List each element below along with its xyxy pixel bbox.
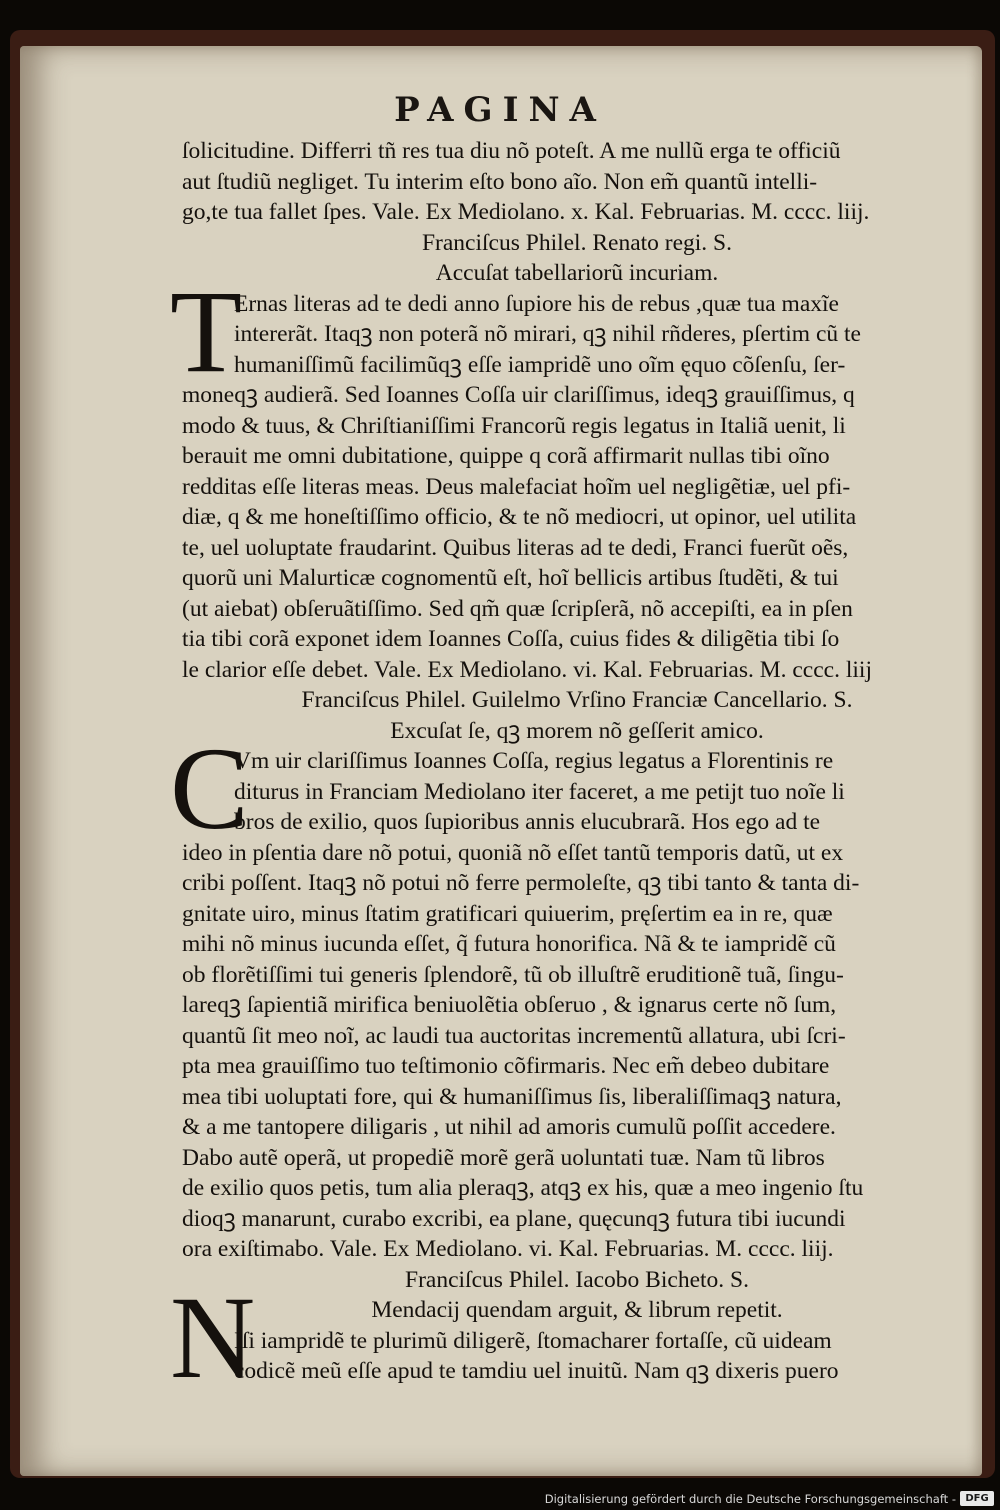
text-line: ora exiſtimabo. Vale. Ex Mediolano. vi. Kal. Februarias. M. cccc. liij. bbox=[182, 1236, 834, 1262]
letter-argument: Mendacij quendam arguit, & librum repetit. bbox=[371, 1297, 783, 1323]
drop-cap-initial: N bbox=[170, 1272, 256, 1403]
text-line: lareqꝫ ſapientiã mirifica beniuolẽtia obſeruo , & ignarus certe nõ ſum, bbox=[182, 992, 837, 1018]
text-line: diæ, q & me honeſtiſſimo officio, & te nõ mediocri, ut opinor, uel utilita bbox=[182, 504, 857, 530]
letter-argument: Accuſat tabellariorũ incuriam. bbox=[435, 260, 719, 286]
running-head: PAGINA bbox=[394, 90, 606, 130]
drop-cap-initial: T bbox=[170, 265, 243, 397]
text-line: ſolicitudine. Differri tñ res tua diu nõ poteſt. A me nullũ erga te officiũ bbox=[182, 138, 841, 164]
text-line: berauit me omni dubitatione, quippe q corã affirmarit nullas tibi oĩno bbox=[182, 443, 830, 469]
text-line: tia tibi corã exponet idem Ioannes Coſſa, cuius fides & diligẽtia tibi ſo bbox=[182, 626, 840, 652]
drop-cap-initial: C bbox=[170, 723, 249, 854]
text-line: mihi nõ minus iucunda eſſet, q̃ futura honorifica. Nã & te iampridẽ cũ bbox=[182, 931, 836, 957]
text-line: humaniſſimũ facilimũqꝫ eſſe iampridẽ uno oĩm ęquo cõſenſu, ſer- bbox=[234, 351, 846, 378]
letter-argument: Excuſat ſe, qꝫ morem nõ geſſerit amico. bbox=[390, 717, 764, 744]
text-line: aut ſtudiũ negliget. Tu interim eſto bono aĩo. Non em̃ quantũ intelli- bbox=[182, 168, 818, 195]
digitization-footer bbox=[0, 1488, 1000, 1510]
text-line: gnitate uiro, minus ſtatim gratificari quiuerim, pręſertim ea in re, quæ bbox=[182, 900, 833, 927]
letter-heading: Franciſcus Philel. Guilelmo Vrſino Franciæ Cancellario. S. bbox=[301, 687, 853, 713]
text-line: cribi poſſent. Itaqꝫ nõ potui nõ ferre permoleſte, qꝫ tibi tanto & tanta di- bbox=[182, 870, 860, 896]
text-line: de exilio quos petis, tum alia pleraqꝫ, atqꝫ ex his, quæ a meo ingenio ſtu bbox=[182, 1175, 864, 1201]
text-line: ideo in pſentia dare nõ potui, quoniã nõ eſſet tantũ temporis datũ, ut ex bbox=[182, 839, 844, 866]
text-line: bros de exilio, quos ſupioribus annis elucubrarã. Hos ego ad te bbox=[234, 809, 821, 835]
text-line: intererãt. Itaqꝫ non poterã nõ mirari, qꝫ nihil rñderes, pſertim cũ te bbox=[234, 321, 861, 347]
text-line: modo & tuus, & Chriſtianiſſimi Francorũ regis legatus in Italiã uenit, li bbox=[182, 412, 846, 439]
letter-heading: Franciſcus Philel. Iacobo Bicheto. S. bbox=[405, 1266, 749, 1293]
text-line: ob florẽtiſſimi tui generis ſplendorẽ, tũ ob illuſtrẽ eruditionẽ tuã, ſingu- bbox=[182, 961, 844, 988]
text-line: dioqꝫ manarunt, curabo excribi, ea plane, quęcunqꝫ futura tibi iucundi bbox=[182, 1205, 846, 1232]
text-line: Dabo autẽ operã, ut propediẽ morẽ gerã uoluntati tuæ. Nam tũ libros bbox=[182, 1144, 825, 1171]
letter-heading: Franciſcus Philel. Renato regi. S. bbox=[421, 229, 733, 256]
text-line: Iſi iampridẽ te plurimũ diligerẽ, ſtomacharer fortaſſe, cũ uideam bbox=[234, 1327, 832, 1354]
text-line: te, uel uoluptate fraudarint. Quibus literas ad te dedi, Franci fuerũt oẽs, bbox=[182, 534, 849, 561]
text-line: diturus in Franciam Mediolano iter faceret, a me petijt tuo noĩe li bbox=[234, 778, 845, 805]
page-text bbox=[170, 136, 972, 1403]
footer-credit: Digitalisierung gefördert durch die Deutsche Forschungsgemeinschaft - bbox=[544, 1492, 956, 1506]
text-line: pta mea grauiſſimo tuo teſtimonio cõfirmaris. Nec em̃ debeo dubitare bbox=[182, 1053, 830, 1079]
text-line: quantũ ſit meo noĩ, ac laudi tua auctoritas incrementũ allatura, ubi ſcri- bbox=[182, 1022, 846, 1049]
text-line: moneqꝫ audierã. Sed Ioannes Coſſa uir clariſſimus, ideqꝫ grauiſſimus, q bbox=[182, 382, 855, 408]
text-line: mea tibi uoluptati fore, qui & humaniſſimus ſis, liberaliſſimaqꝫ natura, bbox=[182, 1083, 842, 1110]
text-line: codicẽ meũ eſſe apud te tamdiu uel inuitũ. Nam qꝫ dixeris puero bbox=[234, 1358, 839, 1384]
text-line: quorũ uni Malurticæ cognomentũ eſt, hoĩ bellicis artibus ſtudẽti, & tui bbox=[182, 565, 839, 591]
text-line: & a me tantopere diligaris , ut nihil ad amoris cumulũ poſſit accedere. bbox=[182, 1114, 836, 1140]
text-line: le clarior eſſe debet. Vale. Ex Mediolano. vi. Kal. Februarias. M. cccc. liij bbox=[182, 656, 872, 683]
text-line: Ernas literas ad te dedi anno ſupiore his de rebus ,quæ tua maxĩe bbox=[234, 290, 839, 317]
text-line: go,te tua fallet ſpes. Vale. Ex Mediolano. x. Kal. Februarias. M. cccc. liij. bbox=[182, 199, 870, 225]
text-line: (ut aiebat) obſeruãtiſſimo. Sed qm̃ quæ ſcripſerã, nõ accepiſti, ea in pſen bbox=[182, 595, 853, 622]
text-line: Vm uir clariſſimus Ioannes Coſſa, regius legatus a Florentinis re bbox=[234, 748, 834, 774]
text-line: redditas eſſe literas meas. Deus malefaciat hoĩm uel negligẽtiæ, uel pfi- bbox=[182, 473, 851, 500]
dfg-logo: DFG bbox=[960, 1491, 994, 1506]
